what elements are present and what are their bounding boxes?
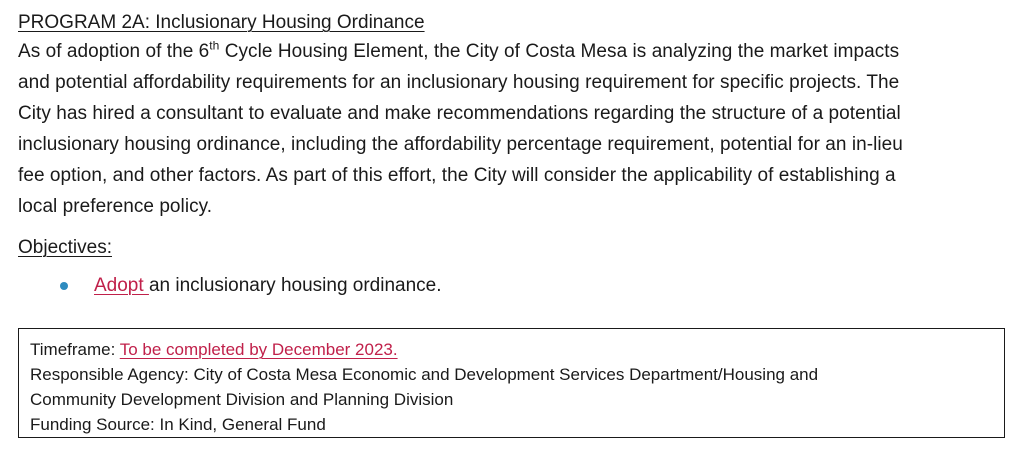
bullet-icon bbox=[60, 282, 68, 290]
program-description bbox=[18, 36, 1008, 222]
objectives-list bbox=[18, 273, 1008, 299]
description-line-1 bbox=[18, 36, 1008, 67]
description-line-2: and potential affordability requirements for an inclusionary housing requirement for specific projects. The bbox=[18, 72, 900, 93]
timeframe-value: To be completed by December 2023. bbox=[119, 340, 398, 359]
agency-row-continued bbox=[30, 387, 993, 412]
program-details-box bbox=[18, 328, 1005, 438]
agency-value-line-2: Community Development Division and Planning Division bbox=[30, 390, 454, 409]
objective-item bbox=[18, 273, 1008, 299]
funding-label: Funding Source: bbox=[30, 415, 160, 434]
agency-row bbox=[30, 362, 993, 387]
description-line-4: inclusionary housing ordinance, including the affordability percentage requirement, potential for an in-lieu bbox=[18, 134, 903, 155]
agency-label: Responsible Agency: bbox=[30, 365, 194, 384]
agency-value-line-1: City of Costa Mesa Economic and Development Services Department/Housing and bbox=[193, 365, 819, 384]
program-section bbox=[18, 10, 1008, 299]
description-line-1-end: Cycle Housing Element, the City of Costa Mesa is analyzing the market impacts bbox=[219, 41, 900, 62]
description-line-3: City has hired a consultant to evaluate and make recommendations regarding the structure of a potential bbox=[18, 103, 901, 124]
objective-text: an inclusionary housing ordinance. bbox=[148, 275, 442, 296]
program-title: PROGRAM 2A: Inclusionary Housing Ordinance bbox=[18, 12, 425, 33]
description-line-1-start: As of adoption of the 6 bbox=[18, 41, 210, 62]
ordinal-suffix: th bbox=[209, 38, 220, 53]
description-line-5: fee option, and other factors. As part of this effort, the City will consider the applicability of establishing a bbox=[18, 165, 896, 186]
funding-row bbox=[30, 412, 993, 437]
objectives-heading: Objectives: bbox=[18, 237, 112, 258]
timeframe-row bbox=[30, 337, 993, 362]
description-line-6: local preference policy. bbox=[18, 196, 213, 217]
revised-text: Adopt bbox=[94, 275, 149, 296]
funding-value: In Kind, General Fund bbox=[159, 415, 326, 434]
timeframe-label: Timeframe: bbox=[30, 340, 120, 359]
